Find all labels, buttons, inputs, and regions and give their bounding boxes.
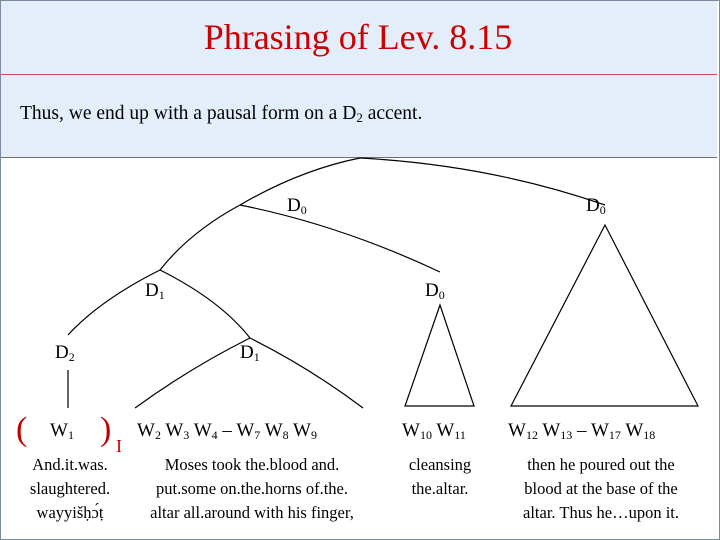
gloss-line: put.some on.the.horns of.the. [155, 479, 348, 498]
node-d0-mid: $D_0$ [425, 280, 445, 302]
tree-edge-d1-fan-right [250, 338, 363, 408]
subtitle-subscript: 2 [356, 110, 363, 125]
gloss-line: then he poured out the [527, 455, 675, 474]
tree-edge-d1-fan-left [135, 338, 250, 408]
gloss-w1 [14, 453, 126, 525]
gloss-line: blood at the base of the [524, 479, 678, 498]
tree-edge-d1-to-d1 [160, 270, 250, 338]
triangle-d0-right [511, 225, 698, 406]
gloss-line: wayyišḥɔ́ṭ [36, 503, 104, 522]
gloss-line: the.altar. [411, 479, 469, 498]
gloss-line: And.it.was. [32, 455, 108, 474]
left-bracket: ( [16, 411, 28, 448]
word-group-4: $W_{12}$ $W_{13} - W_{17}$ $W_{18}$ [508, 420, 656, 442]
node-d1-mid: $D_1$ [145, 280, 165, 302]
word-w1: $W_1$ [50, 420, 74, 442]
red-letter-mark: I [116, 436, 122, 456]
gloss-line: altar all.around with his finger, [150, 503, 354, 522]
node-d0-top-right: $D_0$ [586, 195, 606, 217]
gloss-line: Moses took the.blood and. [164, 455, 340, 474]
gloss-line: cleansing [408, 455, 472, 474]
gloss-w12-w18 [498, 453, 704, 525]
node-d2-low: $D_2$ [55, 342, 75, 364]
tree-edge-root-right [360, 158, 605, 205]
tree-edge-d0-to-d0 [240, 205, 440, 272]
triangle-d0-mid [405, 305, 474, 406]
gloss-line: altar. Thus he…upon it. [523, 503, 679, 522]
word-group-3: $W_{10}$ $W_{11}$ [402, 420, 466, 442]
node-d0-top-left: $D_0$ [287, 195, 307, 217]
gloss-line: slaughtered. [29, 479, 111, 498]
slide-title: Phrasing of Lev. 8.15 [203, 17, 513, 57]
tree-edge-d0-to-d1 [160, 205, 240, 270]
node-d1-low: $D_1$ [240, 342, 260, 364]
subtitle-main: Thus, we end up with a pausal form on a D [20, 103, 357, 124]
subtitle-end: accent. [362, 103, 423, 124]
gloss-w10-w11 [390, 453, 490, 501]
right-bracket: ) [100, 411, 112, 448]
word-group-2: $W_2$ $W_3$ $W_4 - W_7$ $W_8$ $W_9$ [137, 420, 317, 442]
gloss-w2-w9 [128, 453, 376, 525]
